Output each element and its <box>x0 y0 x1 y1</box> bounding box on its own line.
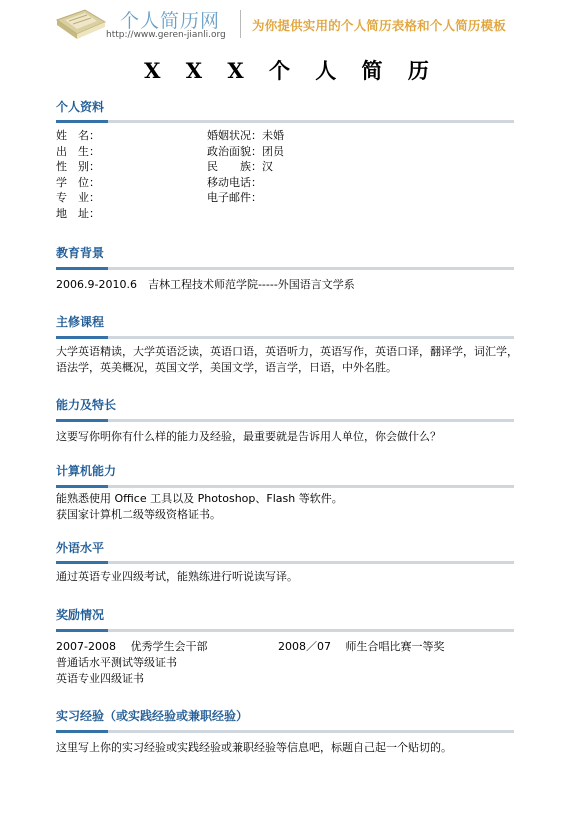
section-title-internship: 实习经验（或实践经验或兼职经验） <box>56 709 249 723</box>
award-list <box>56 655 177 686</box>
field-degree: 学 位： <box>56 175 100 189</box>
section-divider <box>56 730 514 733</box>
education-line: 2006.9-2010.6 吉林工程技术师范学院-----外国语言文学系 <box>56 278 355 291</box>
section-divider <box>56 561 514 564</box>
courses-text: 大学英语精读，大学英语泛读，英语口语，英语听力，英语写作，英语口译，翻译学，词汇学，语法学，英美概况，英国文学，美国文学，语言学，日语，中外名胜。 <box>56 345 518 374</box>
section-title-courses: 主修课程 <box>56 315 105 329</box>
resume-title: X X X 个 人 简 历 <box>144 58 438 83</box>
section-divider <box>56 267 514 270</box>
section-divider <box>56 629 514 632</box>
field-birth: 出 生： <box>56 144 100 158</box>
language-text: 通过英语专业四级考试，能熟练进行听说读写译。 <box>56 570 298 583</box>
award-item: 2008／07 师生合唱比赛一等奖 <box>278 640 445 653</box>
section-title-abilities: 能力及特长 <box>56 398 117 412</box>
computer-line: 获国家计算机二级等级资格证书。 <box>56 507 221 521</box>
site-url[interactable]: http://www.geren-jianli.org <box>106 30 226 40</box>
site-slogan: 为你提供实用的个人简历表格和个人简历模板 <box>252 18 507 33</box>
award-item: 英语专业四级证书 <box>56 671 144 685</box>
abilities-text: 这要写你明你有什么样的能力及经验，最重要就是告诉用人单位，你会做什么？ <box>56 430 441 443</box>
section-divider <box>56 485 514 488</box>
computer-text <box>56 491 343 522</box>
personal-left-column <box>56 128 100 221</box>
section-title-personal: 个人资料 <box>56 100 105 114</box>
section-title-language: 外语水平 <box>56 541 105 555</box>
field-political: 政治面貌：团员 <box>207 144 284 158</box>
personal-right-column <box>207 128 284 206</box>
internship-text: 这里写上你的实习经验或实践经验或兼职经验等信息吧，标题自己起一个贴切的。 <box>56 741 452 754</box>
field-gender: 性 别： <box>56 160 100 173</box>
field-major: 专 业： <box>56 191 100 204</box>
section-divider <box>56 419 514 422</box>
field-address: 地 址： <box>56 206 100 220</box>
field-name: 姓 名： <box>56 129 100 142</box>
section-divider <box>56 120 514 123</box>
section-title-awards: 奖励情况 <box>56 608 105 622</box>
field-mobile: 移动电话： <box>207 175 262 189</box>
award-item: 2007-2008 优秀学生会干部 <box>56 640 208 653</box>
section-title-computer: 计算机能力 <box>56 464 117 478</box>
field-marital: 婚姻状况：未婚 <box>207 129 284 142</box>
field-ethnicity: 民 族：汉 <box>207 160 273 173</box>
book-logo-icon <box>55 6 107 42</box>
site-name[interactable]: 个人简历网 <box>120 10 221 32</box>
award-item: 普通话水平测试等级证书 <box>56 656 177 669</box>
section-divider <box>56 336 514 339</box>
field-email: 电子邮件： <box>207 191 262 204</box>
site-header <box>0 0 582 50</box>
section-title-education: 教育背景 <box>56 246 105 260</box>
computer-line: 能熟悉使用 Office 工具以及 Photoshop、Flash 等软件。 <box>56 492 343 505</box>
header-divider <box>240 10 241 38</box>
